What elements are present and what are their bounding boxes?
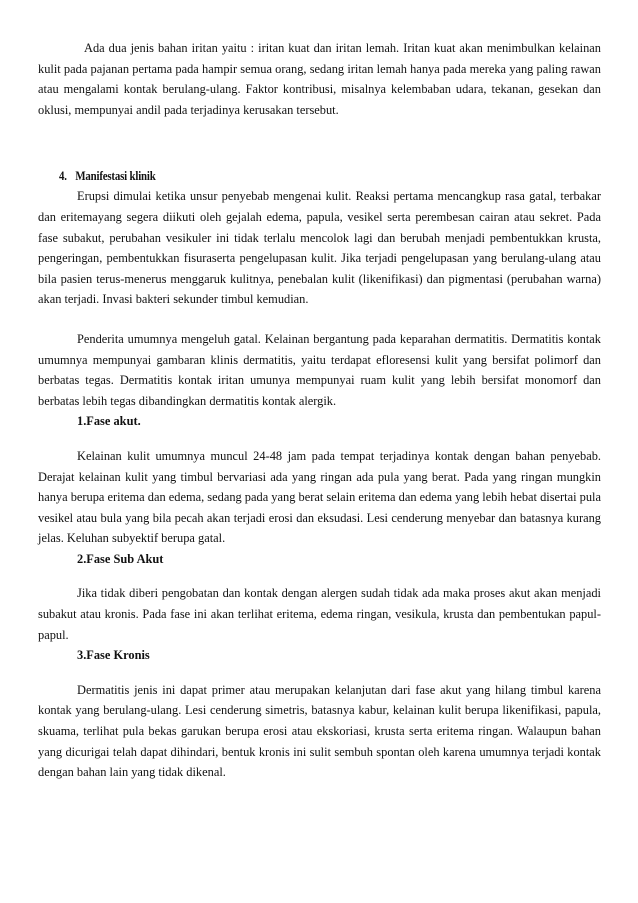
paragraph-fase-sub-akut: Jika tidak diberi pengobatan dan kontak dengan alergen sudah tidak ada maka proses akut akan menjadi subakut atau kronis. Pada fase ini akan terlihat eritema, edema ringan, vesikula, krusta dan pembentukan papul-papul.: [38, 586, 601, 642]
intro-paragraph: Ada dua jenis bahan iritan yaitu : iritan kuat dan iritan lemah. Iritan kuat akan menimbulkan kelainan kulit pada pajanan pertama pada hampir semua orang, sedang iritan lemah hanya pada mereka yang paling rawan atau mengalami kontak berulang-ulang. Faktor kontribusi, misalnya kelembaban udara, tekanan, gesekan dan oklusi, mempunyai andil pada terjadinya kerusakan tersebut.: [38, 41, 601, 117]
subheading-fase-sub-akut: 2.Fase Sub Akut: [77, 551, 164, 566]
section-title: Manifestasi klinik: [75, 169, 156, 184]
section-heading-manifestasi-klinik: [59, 168, 525, 184]
subheading-fase-kronis: 3.Fase Kronis: [77, 648, 150, 663]
document-page: [38, 38, 601, 783]
paragraph-erupsi: Erupsi dimulai ketika unsur penyebab mengenai kulit. Reaksi pertama mencangkup rasa gatal, terbakar dan eritemayang segera diikuti oleh gejalah edema, papula, vesikel serta perembesan cairan atau sekret. Pada fase subakut, perubahan vesikuler ini tidak terlalu mencolok lagi dan berubah menjadi pembentukkan krusta, pengeringan, pembentukkan fisuraserta pengelupasan kulit. Jika terjadi pengelupasan yang berulang-ulang atau bila pasien terus-menerus menggaruk kulitnya, penebalan kulit (likenifikasi) dan pigmentasi (perubahan warna) akan terjadi. Invasi bakteri sekunder timbul kemudian.: [38, 189, 601, 307]
section-number: 4.: [59, 169, 67, 184]
paragraph-fase-kronis: Dermatitis jenis ini dapat primer atau merupakan kelanjutan dari fase akut yang hilang timbul karena kontak yang berulang-ulang. Lesi cenderung simetris, batasnya kabur, kelainan kulit berupa likenifikasi, papula, skuama, terlihat pula bekas garukan berupa erosi atau ekskoriasi, krusta serta eritema ringan. Walaupun bahan yang dicurigai telah dapat dihindari, bentuk kronis ini sulit sembuh spontan oleh karena umumnya terjadi kontak dengan bahan lain yang tidak dikenal.: [38, 682, 601, 780]
paragraph-penderita: Penderita umumnya mengeluh gatal. Kelainan bergantung pada keparahan dermatitis. Dermatitis kontak umumnya mempunyai gambaran klinis dermatitis, yaitu terdapat efloresensi kulit yang bersifat polimorf dan berbatas tegas. Dermatitis kontak iritan umunya mempunyai ruam kulit yang lebih bersifat monomorf dan berbatas lebih tegas dibandingkan dermatitis kontak alergik.: [38, 331, 601, 408]
paragraph-fase-akut: Kelainan kulit umumnya muncul 24-48 jam pada tempat terjadinya kontak dengan bahan penyebab. Derajat kelainan kulit yang timbul bervariasi ada yang ringan ada pula yang berat. Pada yang ringan mungkin hanya berupa eritema dan edema, sedang pada yang berat selain eritema dan edema yang lebih hebat disertai pula vesikel atau bula yang bila pecah akan terjadi erosi dan eksudasi. Lesi cenderung menyebar dan batasnya kurang jelas. Keluhan subyektif berupa gatal.: [38, 448, 601, 546]
subheading-fase-akut: 1.Fase akut.: [77, 414, 141, 429]
